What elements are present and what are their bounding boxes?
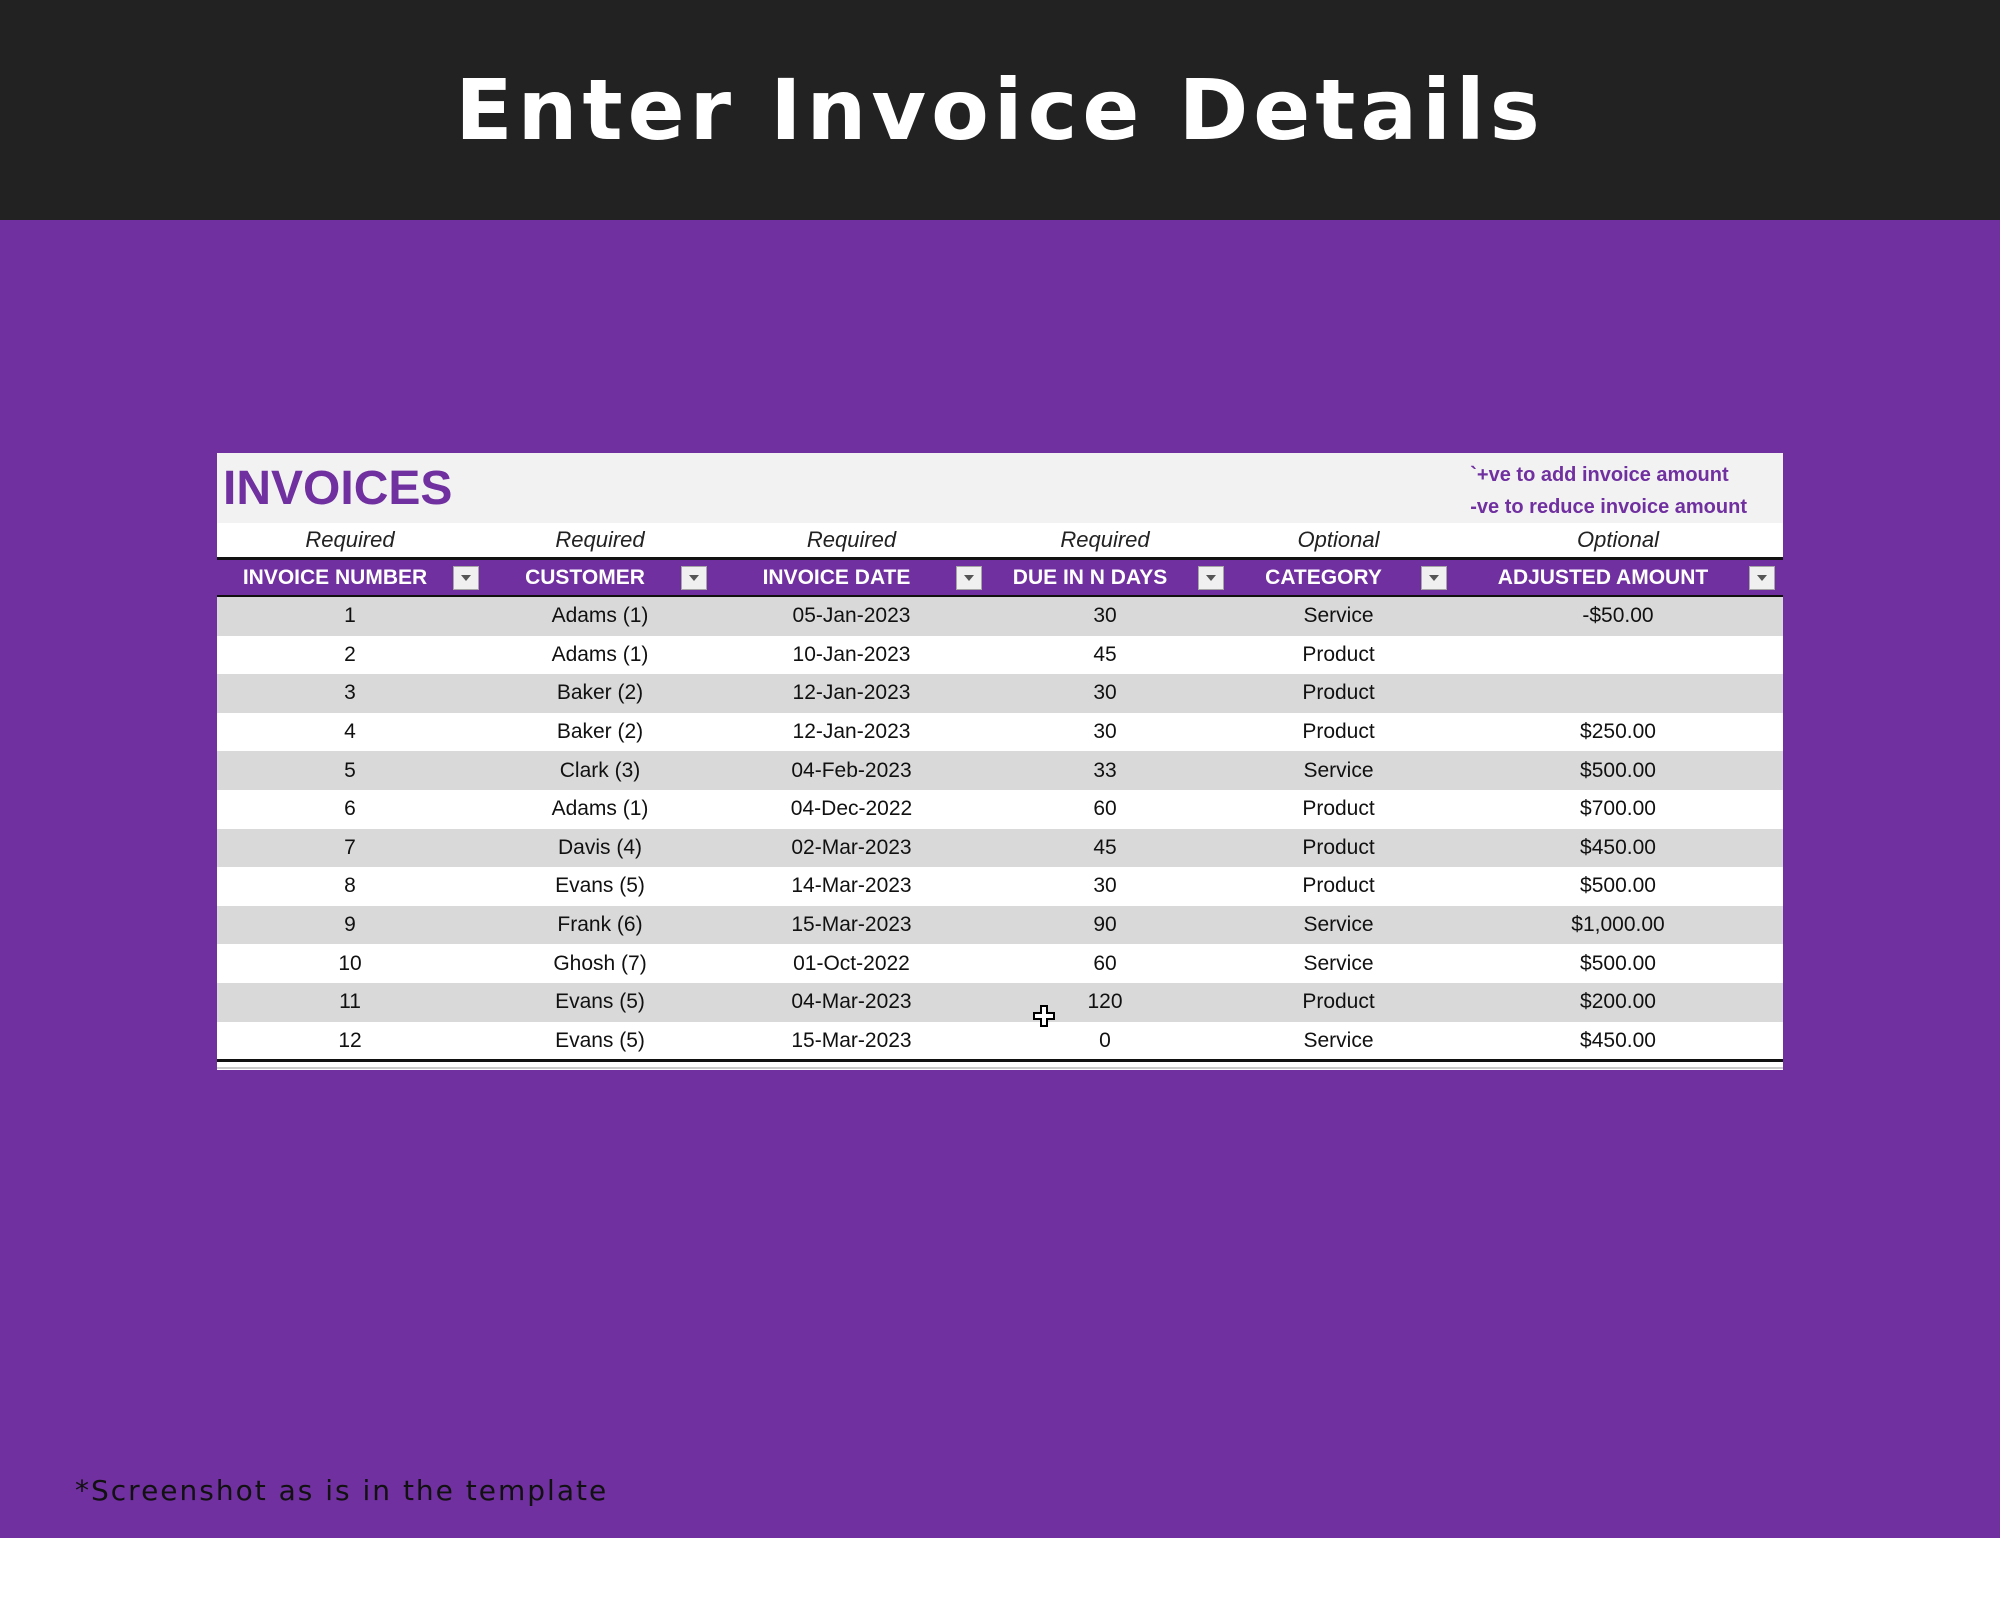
cell-category[interactable]: Product bbox=[1302, 835, 1375, 859]
cell-select-cursor-icon bbox=[1033, 1005, 1055, 1027]
cell-adjusted-amount[interactable]: $700.00 bbox=[1580, 797, 1656, 821]
cell-invoice-date[interactable]: 14-Mar-2023 bbox=[791, 874, 912, 898]
title-band bbox=[217, 453, 1783, 523]
cell-invoice-date[interactable]: 02-Mar-2023 bbox=[791, 835, 912, 859]
cell-invoice-number[interactable]: 2 bbox=[344, 642, 356, 666]
cell-customer[interactable]: Evans (5) bbox=[555, 990, 645, 1014]
cell-category[interactable]: Service bbox=[1303, 758, 1374, 782]
cell-invoice-number[interactable]: 5 bbox=[344, 758, 356, 782]
header-label: CUSTOMER bbox=[525, 565, 645, 589]
cell-customer[interactable]: Adams (1) bbox=[551, 604, 649, 628]
chevron-down-icon bbox=[1428, 574, 1440, 582]
table-body bbox=[217, 597, 1783, 1060]
cell-customer[interactable]: Baker (2) bbox=[556, 681, 644, 705]
cell-adjusted-amount[interactable]: $250.00 bbox=[1580, 720, 1656, 744]
cell-customer[interactable]: Evans (5) bbox=[555, 1028, 645, 1052]
cell-due-days[interactable]: 33 bbox=[1093, 758, 1117, 782]
table-row bbox=[217, 751, 1783, 790]
cell-adjusted-amount[interactable]: $450.00 bbox=[1580, 835, 1656, 859]
cell-due-days[interactable]: 30 bbox=[1093, 604, 1117, 628]
requirement-row bbox=[217, 523, 1783, 557]
cell-customer[interactable]: Frank (6) bbox=[557, 913, 643, 937]
header-label: INVOICE DATE bbox=[762, 565, 911, 589]
cell-invoice-number[interactable]: 8 bbox=[344, 874, 356, 898]
note-add: `+ve to add invoice amount bbox=[1470, 464, 1729, 486]
header-label: CATEGORY bbox=[1265, 565, 1382, 589]
requirement-label: Required bbox=[1060, 527, 1150, 552]
cell-customer[interactable]: Clark (3) bbox=[559, 758, 641, 782]
table-row bbox=[217, 829, 1783, 868]
cell-adjusted-amount[interactable]: -$50.00 bbox=[1582, 604, 1654, 628]
filter-button-category[interactable] bbox=[1421, 566, 1447, 590]
table-bottom-border-light bbox=[217, 1067, 1783, 1069]
header-invoice-number bbox=[217, 560, 483, 595]
cell-due-days[interactable]: 45 bbox=[1093, 835, 1117, 859]
cell-invoice-date[interactable]: 04-Dec-2022 bbox=[790, 797, 913, 821]
filter-button-customer[interactable] bbox=[681, 566, 707, 590]
requirement-label: Required bbox=[555, 527, 645, 552]
chevron-down-icon bbox=[1205, 574, 1217, 582]
chevron-down-icon bbox=[1756, 574, 1768, 582]
table-row bbox=[217, 713, 1783, 752]
table-row bbox=[217, 906, 1783, 945]
cell-invoice-number[interactable]: 1 bbox=[344, 604, 356, 628]
requirement-label: Optional bbox=[1577, 527, 1659, 552]
chevron-down-icon bbox=[460, 574, 472, 582]
note-reduce: -ve to reduce invoice amount bbox=[1470, 496, 1747, 518]
cell-invoice-date[interactable]: 15-Mar-2023 bbox=[791, 1028, 912, 1052]
cell-invoice-number[interactable]: 4 bbox=[344, 720, 356, 744]
cell-category[interactable]: Product bbox=[1302, 720, 1375, 744]
cell-invoice-date[interactable]: 12-Jan-2023 bbox=[792, 681, 911, 705]
filter-button-adjusted-amount[interactable] bbox=[1749, 566, 1775, 590]
header-invoice-date bbox=[717, 560, 986, 595]
table-row bbox=[217, 867, 1783, 906]
cell-category[interactable]: Service bbox=[1303, 913, 1374, 937]
header-label: ADJUSTED AMOUNT bbox=[1497, 565, 1709, 589]
chevron-down-icon bbox=[963, 574, 975, 582]
cell-customer[interactable]: Evans (5) bbox=[555, 874, 645, 898]
cell-invoice-number[interactable]: 9 bbox=[344, 913, 356, 937]
cell-adjusted-amount[interactable]: $200.00 bbox=[1580, 990, 1656, 1014]
cell-invoice-date[interactable]: 05-Jan-2023 bbox=[792, 604, 911, 628]
cell-adjusted-amount[interactable]: $1,000.00 bbox=[1571, 913, 1665, 937]
header-customer bbox=[483, 560, 717, 595]
sheet-title: INVOICES bbox=[223, 462, 453, 515]
footnote: *Screenshot as is in the template bbox=[75, 1474, 609, 1507]
banner bbox=[0, 0, 2000, 220]
cell-due-days[interactable]: 30 bbox=[1093, 720, 1117, 744]
table-row bbox=[217, 944, 1783, 983]
cell-customer[interactable]: Adams (1) bbox=[551, 642, 649, 666]
requirement-label: Optional bbox=[1297, 527, 1380, 552]
header-adjusted-amount bbox=[1453, 560, 1783, 595]
cell-adjusted-amount[interactable]: $500.00 bbox=[1580, 951, 1656, 975]
cell-invoice-number[interactable]: 3 bbox=[344, 681, 356, 705]
cell-invoice-number[interactable]: 7 bbox=[344, 835, 356, 859]
table-header bbox=[217, 557, 1783, 597]
header-due-in-n-days bbox=[986, 560, 1224, 595]
cell-invoice-date[interactable]: 10-Jan-2023 bbox=[792, 642, 911, 666]
cell-category[interactable]: Service bbox=[1303, 951, 1374, 975]
cell-due-days[interactable]: 45 bbox=[1093, 642, 1117, 666]
cell-adjusted-amount[interactable] bbox=[1453, 674, 1783, 713]
table-row bbox=[217, 636, 1783, 675]
cell-adjusted-amount[interactable] bbox=[1453, 636, 1783, 675]
cell-invoice-date[interactable]: 12-Jan-2023 bbox=[792, 720, 911, 744]
table-bottom-border bbox=[217, 1059, 1783, 1062]
cell-customer[interactable]: Adams (1) bbox=[551, 797, 649, 821]
invoice-sheet bbox=[217, 453, 1783, 1070]
cell-invoice-number[interactable]: 12 bbox=[338, 1028, 362, 1052]
cell-adjusted-amount[interactable]: $500.00 bbox=[1580, 758, 1656, 782]
cell-adjusted-amount[interactable]: $450.00 bbox=[1580, 1028, 1656, 1052]
header-label: DUE IN N DAYS bbox=[1012, 565, 1168, 589]
filter-button-due-days[interactable] bbox=[1198, 566, 1224, 590]
cell-customer[interactable]: Ghosh (7) bbox=[553, 951, 647, 975]
cell-invoice-date[interactable]: 01-Oct-2022 bbox=[793, 951, 910, 975]
requirement-label: Required bbox=[806, 527, 897, 552]
requirement-label: Required bbox=[305, 527, 395, 552]
cell-category[interactable]: Service bbox=[1303, 604, 1374, 628]
chevron-down-icon bbox=[688, 574, 700, 582]
cell-category[interactable]: Product bbox=[1302, 797, 1375, 821]
table-row bbox=[217, 790, 1783, 829]
table-row bbox=[217, 674, 1783, 713]
cell-customer[interactable]: Davis (4) bbox=[557, 835, 642, 859]
cell-invoice-number[interactable]: 6 bbox=[344, 797, 356, 821]
cell-category[interactable]: Product bbox=[1302, 681, 1375, 705]
cell-due-days[interactable]: 90 bbox=[1093, 913, 1117, 937]
table-row bbox=[217, 1022, 1783, 1061]
cell-category[interactable]: Product bbox=[1302, 990, 1375, 1014]
header-label: INVOICE NUMBER bbox=[242, 565, 428, 589]
filter-button-invoice-date[interactable] bbox=[956, 566, 982, 590]
header-category bbox=[1224, 560, 1453, 595]
cell-due-days[interactable]: 60 bbox=[1093, 797, 1117, 821]
cell-invoice-number[interactable]: 11 bbox=[339, 990, 361, 1014]
table-row bbox=[217, 597, 1783, 636]
cell-due-days[interactable]: 30 bbox=[1093, 681, 1117, 705]
cell-due-days[interactable]: 120 bbox=[1087, 990, 1123, 1014]
cell-due-days[interactable]: 30 bbox=[1093, 874, 1117, 898]
cell-invoice-date[interactable]: 04-Mar-2023 bbox=[791, 990, 912, 1014]
table-row bbox=[217, 983, 1783, 1022]
cell-customer[interactable]: Baker (2) bbox=[556, 720, 644, 744]
cell-due-days[interactable]: 60 bbox=[1093, 951, 1117, 975]
cell-invoice-date[interactable]: 04-Feb-2023 bbox=[791, 758, 912, 782]
cell-invoice-number[interactable]: 10 bbox=[338, 951, 362, 975]
cell-due-days[interactable]: 0 bbox=[1099, 1028, 1111, 1052]
cell-category[interactable]: Product bbox=[1302, 874, 1375, 898]
amount-notes bbox=[1470, 459, 1747, 523]
filter-button-invoice-number[interactable] bbox=[453, 566, 479, 590]
cell-invoice-date[interactable]: 15-Mar-2023 bbox=[791, 913, 912, 937]
cell-category[interactable]: Product bbox=[1302, 642, 1375, 666]
page-title: Enter Invoice Details bbox=[455, 61, 1545, 159]
cell-category[interactable]: Service bbox=[1303, 1028, 1374, 1052]
cell-adjusted-amount[interactable]: $500.00 bbox=[1580, 874, 1656, 898]
